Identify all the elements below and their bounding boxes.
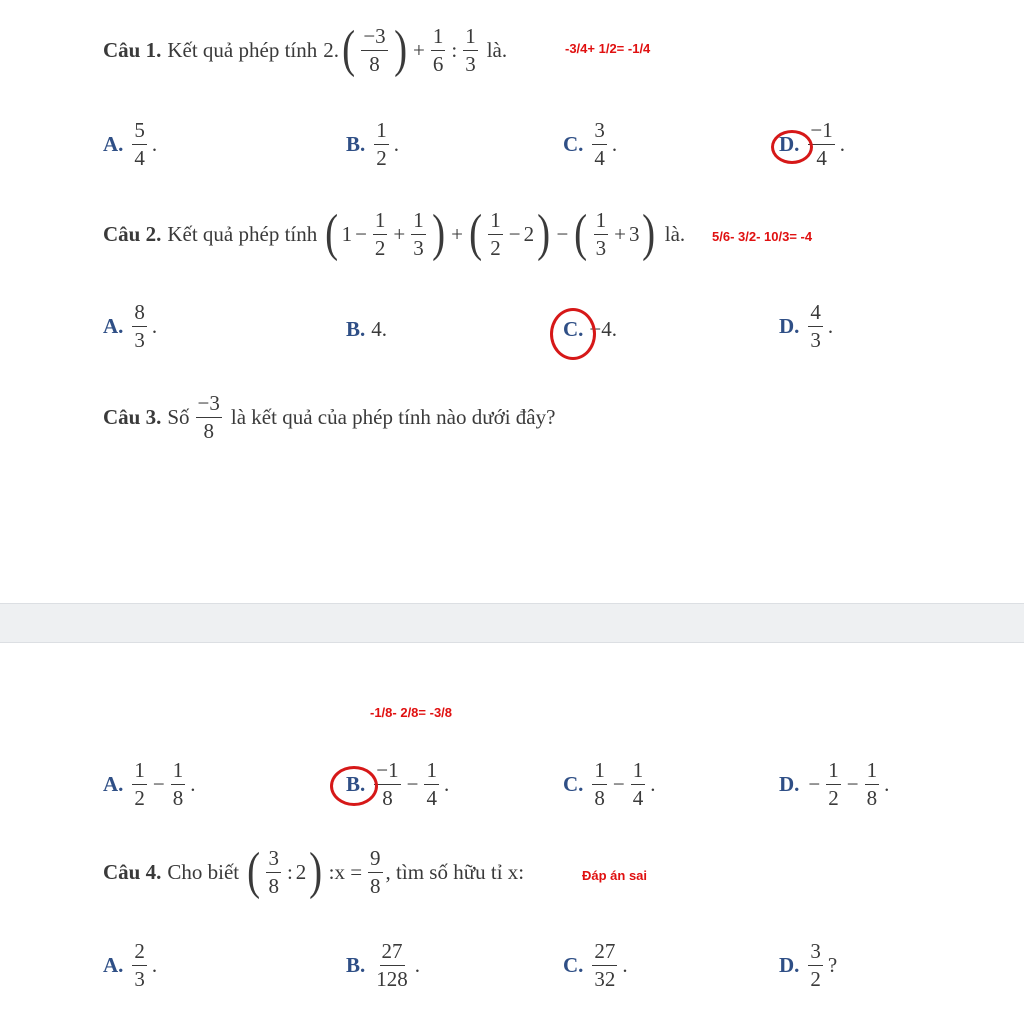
fraction: $\frac{1}{3}$	[465, 23, 476, 76]
fraction: $\frac{1}{2}$	[374, 207, 386, 260]
question-4: Câu 4. Cho biết ( $\frac{3}{8}$ : 2 ) :x = $\frac{9}{8}$ , tìm số hữu tỉ x:	[103, 843, 525, 900]
q2-option-d[interactable]: D. $\frac{4}{3}$ .	[779, 300, 834, 352]
question-1	[103, 21, 508, 78]
q2-option-c[interactable]: C. −4.	[563, 317, 618, 341]
fraction: $\frac{1}{3}$	[595, 207, 607, 260]
question-label: Câu 3.	[103, 405, 162, 429]
q1-option-b[interactable]: B. $\frac{1}{2}$ .	[346, 118, 400, 170]
page-separator	[0, 603, 1024, 643]
question-text: Kết quả phép tính	[167, 221, 318, 246]
question-3	[103, 393, 555, 442]
q2-option-a[interactable]: A. $\frac{8}{3}$ .	[103, 300, 158, 352]
q1-option-c[interactable]: C. $\frac{3}{4}$ .	[563, 118, 618, 170]
fraction: $\frac{9}{8}$	[370, 845, 381, 898]
question-label: Câu 2.	[103, 221, 162, 246]
divide-sign: :	[451, 37, 458, 62]
question-text: Số	[167, 405, 190, 429]
q2-option-b[interactable]: B. 4.	[346, 317, 388, 341]
question-text-end: là kết quả của phép tính nào dưới đây?	[230, 405, 556, 429]
question-text-end: là.	[664, 221, 686, 246]
q4-option-a[interactable]: A. $\frac{2}{3}$ .	[103, 939, 158, 991]
q3-option-b[interactable]: B. $\frac{-1}{8}$ − $\frac{1}{4}$ .	[346, 758, 450, 810]
q4-option-d[interactable]: D. $\frac{3}{2}$ ?	[779, 939, 838, 991]
question-label: Câu 1.	[103, 37, 162, 62]
right-paren: )	[393, 21, 407, 78]
question-2: Câu 2. Kết quả phép tính ( 1 − $\frac{1}{2}$ + $\frac{1}{3}$ ) + ( $\frac{1}{2}$ − 2 ) − ( $\frac{1}{3}$ + 3 ) là.	[103, 205, 686, 262]
question-label: Câu 4.	[103, 859, 162, 884]
question-text: Kết quả phép tính	[167, 37, 318, 62]
coefficient: 2.	[323, 37, 339, 62]
handwritten-note-q3: -1/8- 2/8= -3/8	[370, 705, 453, 720]
question-text-end: , tìm số hữu tỉ x:	[385, 859, 525, 884]
fraction: $\frac{-3}{8}$	[363, 23, 386, 76]
q4-option-c[interactable]: C. $\frac{27}{32}$ .	[563, 939, 628, 991]
q1-option-d[interactable]: D. $\frac{-1}{4}$ .	[779, 118, 846, 170]
answer-circle-q3	[330, 766, 378, 806]
document-page-2	[0, 643, 1024, 1021]
answer-circle-q1	[771, 130, 813, 164]
fraction: $\frac{3}{8}$	[268, 845, 279, 898]
q3-option-a[interactable]: A. $\frac{1}{2}$ − $\frac{1}{8}$ .	[103, 758, 196, 810]
handwritten-note-q4: Đáp án sai	[582, 868, 648, 883]
q3-option-c[interactable]: C. $\frac{1}{8}$ − $\frac{1}{4}$ .	[563, 758, 656, 810]
fraction: $\frac{-3}{8}$	[197, 391, 220, 443]
left-paren: (	[342, 21, 356, 78]
fraction: $\frac{1}{3}$	[413, 207, 424, 260]
fraction: $\frac{1}{6}$	[432, 23, 444, 76]
question-text-end: là.	[486, 37, 508, 62]
fraction: $\frac{1}{2}$	[490, 207, 501, 260]
plus-sign: +	[413, 37, 425, 62]
q1-option-a[interactable]: A. $\frac{5}{4}$ .	[103, 118, 158, 170]
answer-circle-q2	[550, 308, 596, 360]
q4-option-b[interactable]: B. $\frac{27}{128}$ .	[346, 939, 421, 991]
handwritten-note-q2: 5/6- 3/2- 10/3= -4	[712, 229, 813, 244]
handwritten-note-q1: -3/4+ 1/2= -1/4	[565, 41, 651, 56]
question-text: Cho biết	[167, 859, 240, 884]
q3-option-d[interactable]: D. − $\frac{1}{2}$ − $\frac{1}{8}$ .	[779, 758, 890, 810]
